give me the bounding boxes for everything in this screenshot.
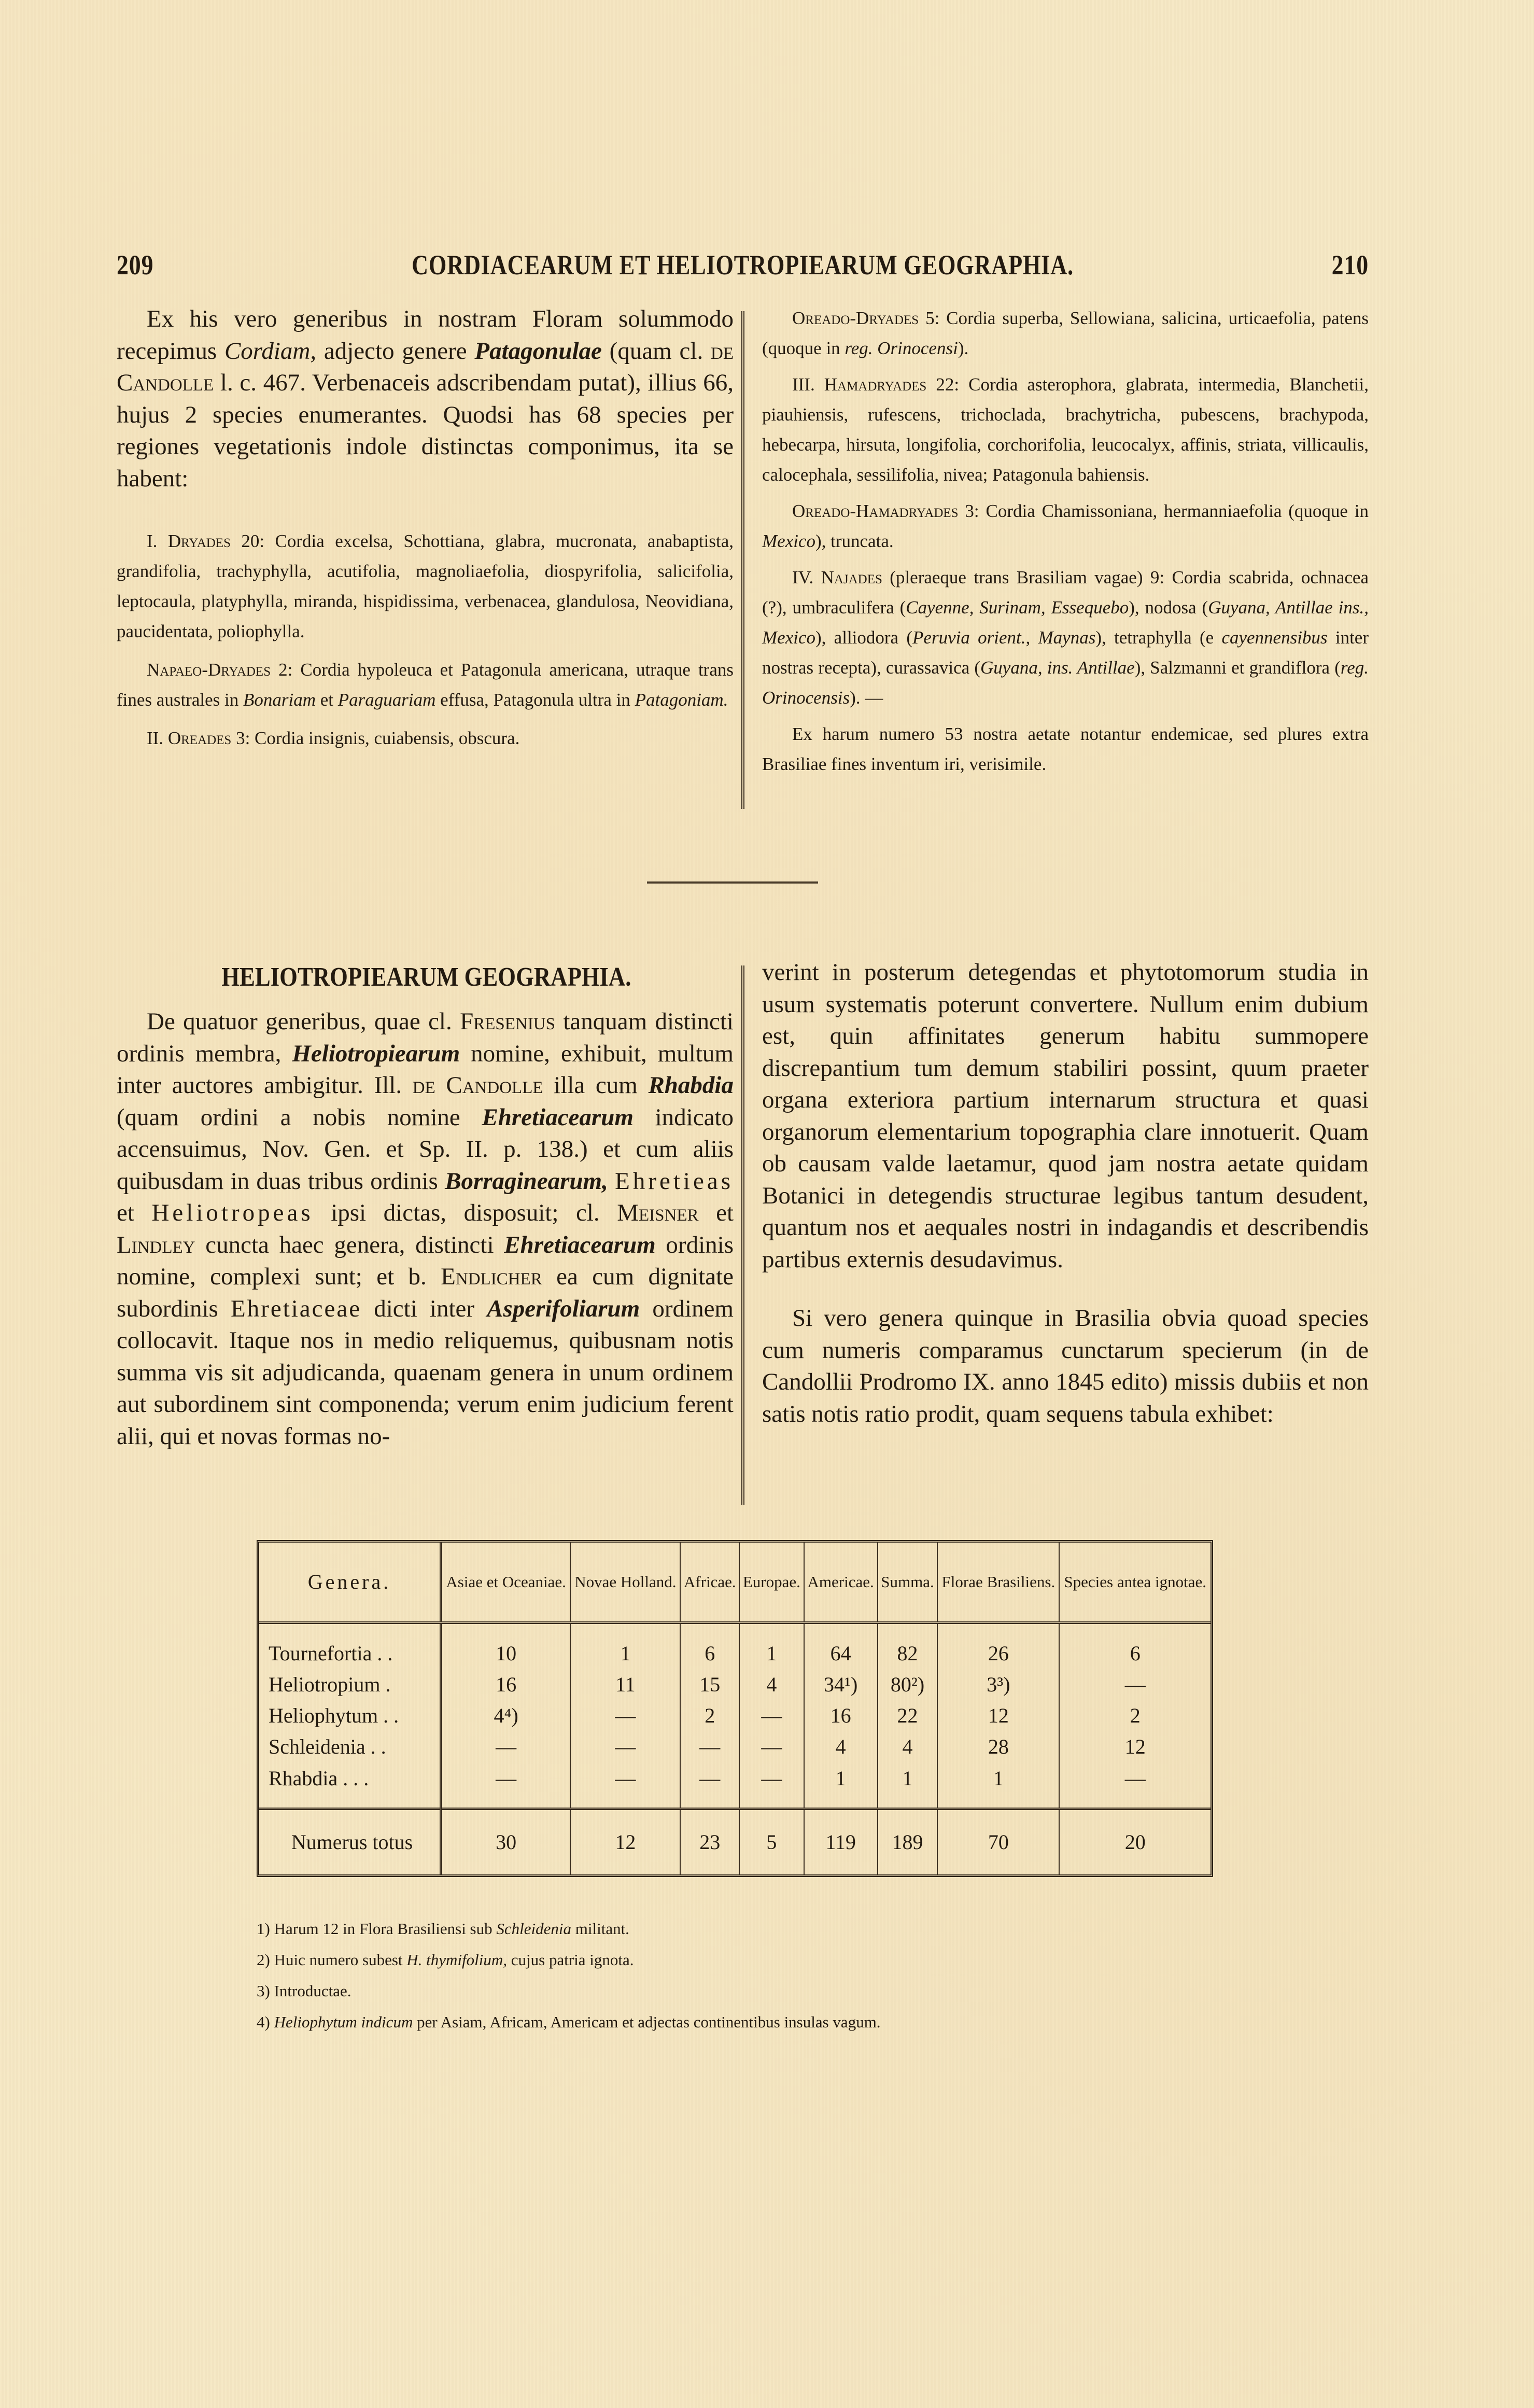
cell: — <box>680 1762 739 1809</box>
genus-cell: Rhabdia . . . <box>269 1766 369 1790</box>
footnote: 3) Introductae. <box>257 1982 351 2000</box>
cell: 2 <box>680 1700 739 1731</box>
col-header-genera: Genera. <box>259 1543 441 1623</box>
list-item-napaeo-dryades: Napaeo-Dryades 2: Cordia hypoleuca et Patagonula americana, utraque trans fines australes in Bonariam et Paraguariam effusa, Patagonula ultra in Patagoniam. <box>117 660 734 710</box>
genus-cell: Schleidenia . . <box>269 1735 386 1759</box>
column-rule-bottom <box>741 965 744 1505</box>
cell: 82 <box>878 1623 938 1669</box>
list-item-oreades: II. Oreades 3: Cordia insignis, cuiabensis, obscura. <box>147 728 520 748</box>
cell: — <box>739 1700 804 1731</box>
cell: 1 <box>739 1623 804 1669</box>
intro-paragraph: Ex his vero generibus in nostram Floram solummodo recepimus Cordiam, adjecto genere Patagonulae (quam cl. de Candolle l. c. 467. Verbenaceis adscribendam putat), illius 66, hujus 2 species enumerantes. Quodsi has 68 species per regiones vegetationis indole distinctas componimus, ita se habent: <box>117 305 734 492</box>
cell: 10 <box>441 1623 571 1669</box>
cell: 1 <box>804 1762 878 1809</box>
total-cell: 119 <box>804 1809 878 1874</box>
cell: — <box>1059 1669 1211 1700</box>
cell: 28 <box>937 1731 1059 1762</box>
cell: 3³) <box>937 1669 1059 1700</box>
footnotes <box>257 1913 1138 2038</box>
cell: — <box>570 1700 680 1731</box>
total-cell: 5 <box>739 1809 804 1874</box>
column-rule-top <box>741 311 744 809</box>
cell: — <box>441 1762 571 1809</box>
cell: 1 <box>878 1762 938 1809</box>
list-item-najades: IV. Najades (pleraeque trans Brasiliam vagae) 9: Cordia scabrida, ochnacea (?), umbraculifera (Cayenne, Surinam, Essequebo), nodosa (Guyana, Antillae ins., Mexico), alliodora (Peruvia orient., Maynas), tetraphylla (e cayennensibus inter nostras recepta), curassavica (Guyana, ins. Antillae), Salzmanni et grandiflora (reg. Orinocensis). — <box>762 567 1369 708</box>
cell: — <box>570 1731 680 1762</box>
cell: 4 <box>878 1731 938 1762</box>
cell: 4 <box>739 1669 804 1700</box>
total-cell: 12 <box>570 1809 680 1874</box>
col-header-america: Americae. <box>804 1543 878 1623</box>
col-header-species-ignotae: Species antea ignotae. <box>1059 1543 1211 1623</box>
species-distribution-table <box>257 1540 1213 1877</box>
total-label: Numerus totus <box>259 1809 441 1874</box>
table-row <box>259 1623 1211 1669</box>
author-name: de Candolle <box>117 337 734 396</box>
cell: 34¹) <box>804 1669 878 1700</box>
footnote: 4) Heliophytum indicum per Asiam, Africam, Americam et adjectas continentibus insulas vagum. <box>257 2013 881 2031</box>
total-cell: 30 <box>441 1809 571 1874</box>
total-cell: 70 <box>937 1809 1059 1874</box>
cell: 80²) <box>878 1669 938 1700</box>
cell: 16 <box>804 1700 878 1731</box>
page-number-right: 210 <box>1331 249 1369 281</box>
cell: 64 <box>804 1623 878 1669</box>
total-cell: 20 <box>1059 1809 1211 1874</box>
list-item-oreado-dryades: Oreado-Dryades 5: Cordia superba, Sellowiana, salicina, urticaefolia, patens (quoque in reg. Orinocensi). <box>762 308 1369 358</box>
cell: 26 <box>937 1623 1059 1669</box>
total-cell: 23 <box>680 1809 739 1874</box>
col-header-europe: Europae. <box>739 1543 804 1623</box>
cell: 4 <box>804 1731 878 1762</box>
data-table <box>259 1543 1211 1874</box>
section-title: HELIOTROPIEARUM GEOGRAPHIA. <box>221 962 631 992</box>
table-row <box>259 1762 1211 1809</box>
running-head <box>117 249 1369 285</box>
cell: 12 <box>937 1700 1059 1731</box>
cell: 1 <box>570 1623 680 1669</box>
section-divider <box>647 881 818 884</box>
genus-cell: Heliotropium . <box>269 1673 391 1697</box>
table-row <box>259 1669 1211 1700</box>
footnote: 1) Harum 12 in Flora Brasiliensi sub Schleidenia militant. <box>257 1920 629 1938</box>
cell: — <box>1059 1762 1211 1809</box>
page-number-left: 209 <box>117 249 154 281</box>
top-right-list <box>762 303 1369 779</box>
cell: 15 <box>680 1669 739 1700</box>
cell: 12 <box>1059 1731 1211 1762</box>
footnote: 2) Huic numero subest H. thymifolium, cujus patria ignota. <box>257 1951 634 1969</box>
total-cell: 189 <box>878 1809 938 1874</box>
col-header-nova-holland: Novae Holland. <box>570 1543 680 1623</box>
genus-cell: Tournefortia . . <box>269 1641 393 1665</box>
col-header-flora-brasiliensis: Florae Brasiliens. <box>937 1543 1059 1623</box>
top-left-column <box>117 303 734 495</box>
cell: 6 <box>1059 1623 1211 1669</box>
cell: 2 <box>1059 1700 1211 1731</box>
col-header-africa: Africae. <box>680 1543 739 1623</box>
cell: 22 <box>878 1700 938 1731</box>
cell: 11 <box>570 1669 680 1700</box>
running-title: CORDIACEARUM ET HELIOTROPIEARUM GEOGRAPHIA. <box>412 249 1074 281</box>
table-header-row <box>259 1543 1211 1623</box>
genus-cell: Heliophytum . . <box>269 1704 399 1728</box>
top-left-list <box>117 526 734 753</box>
cell: 16 <box>441 1669 571 1700</box>
cell: 4⁴) <box>441 1700 571 1731</box>
col-header-summa: Summa. <box>878 1543 938 1623</box>
cell: — <box>739 1731 804 1762</box>
lower-right-column <box>762 957 1369 1430</box>
table-total-row <box>259 1809 1211 1874</box>
continuation-paragraph: verint in posterum detegendas et phytotomorum studia in usum systematis poterunt convertere. Nullum enim dubium est, quin affinitates generum habitu summopere discrepantium tum demum stabiliri possint, quum praeter organa exteriora partium internarum structura et quasi organorum elementarium topographia clare innotuerit. Quam ob causam valde laetamur, quod jam nostra aetate quidam Botanici in detegendis structurae legibus tantum desudent, quantum nos et aequales nostri in indagandis et describendis partibus externis desudavimus. <box>762 959 1369 1273</box>
list-item-dryades: I. Dryades 20: Cordia excelsa, Schottiana, glabra, mucronata, anabaptista, grandifolia, trachyphylla, acutifolia, magnoliaefolia, diospyrifolia, salicifolia, leptocaula, platyphylla, miranda, hispidissima, verbenacea, glandulosa, Neovidiana, paucidentata, poliophylla. <box>117 531 734 641</box>
col-header-asia: Asiae et Oceaniae. <box>441 1543 571 1623</box>
cell: 6 <box>680 1623 739 1669</box>
list-item-hamadryades: III. Hamadryades 22: Cordia asterophora, glabrata, intermedia, Blanchetii, piauhiensis, rufescens, trichoclada, brachytricha, pubescens, brachypoda, hebecarpa, hirsuta, longifolia, corchorifolia, leucocalyx, affinis, striata, villicaulis, calocephala, sessilifolia, nivea; Patagonula bahiensis. <box>762 374 1369 485</box>
cell: — <box>441 1731 571 1762</box>
heliotropiearum-paragraph: De quatuor generibus, quae cl. Fresenius tanquam distincti ordinis membra, Heliotropiearum nomine, exhibuit, multum inter auctores ambigitur. Ill. de Candolle illa cum Rhabdia (quam ordini a nobis nomine Ehretiacearum indicato accensuimus, Nov. Gen. et Sp. II. p. 138.) et cum aliis quibusdam in duas tribus ordinis Borraginearum, Ehretieas et Heliotropeas ipsi dictas, disposuit; cl. Meisner et Lindley cuncta haec genera, distincti Ehretiacearum ordinis nomine, complexi sunt; et b. Endlicher ea cum dignitate subordinis Ehretiaceae dicti inter Asperifoliarum ordinem collocavit. Itaque nos in medio reliquemus, quibusnam notis summa vis sit adjudicanda, quaenam genera in unum ordinem aut subordinem sint componenda; verum enim judicium ferent alii, qui et novas formas no- <box>117 1008 734 1450</box>
cell: — <box>570 1762 680 1809</box>
cell: 1 <box>937 1762 1059 1809</box>
table-intro-paragraph: Si vero genera quinque in Brasilia obvia quoad species cum numeris comparamus cunctarum specierum (in de Candollii Prodromo IX. anno 1845 edito) missis dubiis et non satis notis ratio prodit, quam sequens tabula exhibet: <box>762 1305 1369 1427</box>
cell: — <box>680 1731 739 1762</box>
cell: — <box>739 1762 804 1809</box>
list-item-oreado-hamadryades: Oreado-Hamadryades 3: Cordia Chamissoniana, hermanniaefolia (quoque in Mexico), truncata. <box>762 501 1369 551</box>
lower-left-column <box>117 1006 734 1452</box>
table-row <box>259 1700 1211 1731</box>
table-row <box>259 1731 1211 1762</box>
summary-paragraph: Ex harum numero 53 nostra aetate notantur endemicae, sed plures extra Brasiliae fines inventum iri, verisimile. <box>762 724 1369 774</box>
